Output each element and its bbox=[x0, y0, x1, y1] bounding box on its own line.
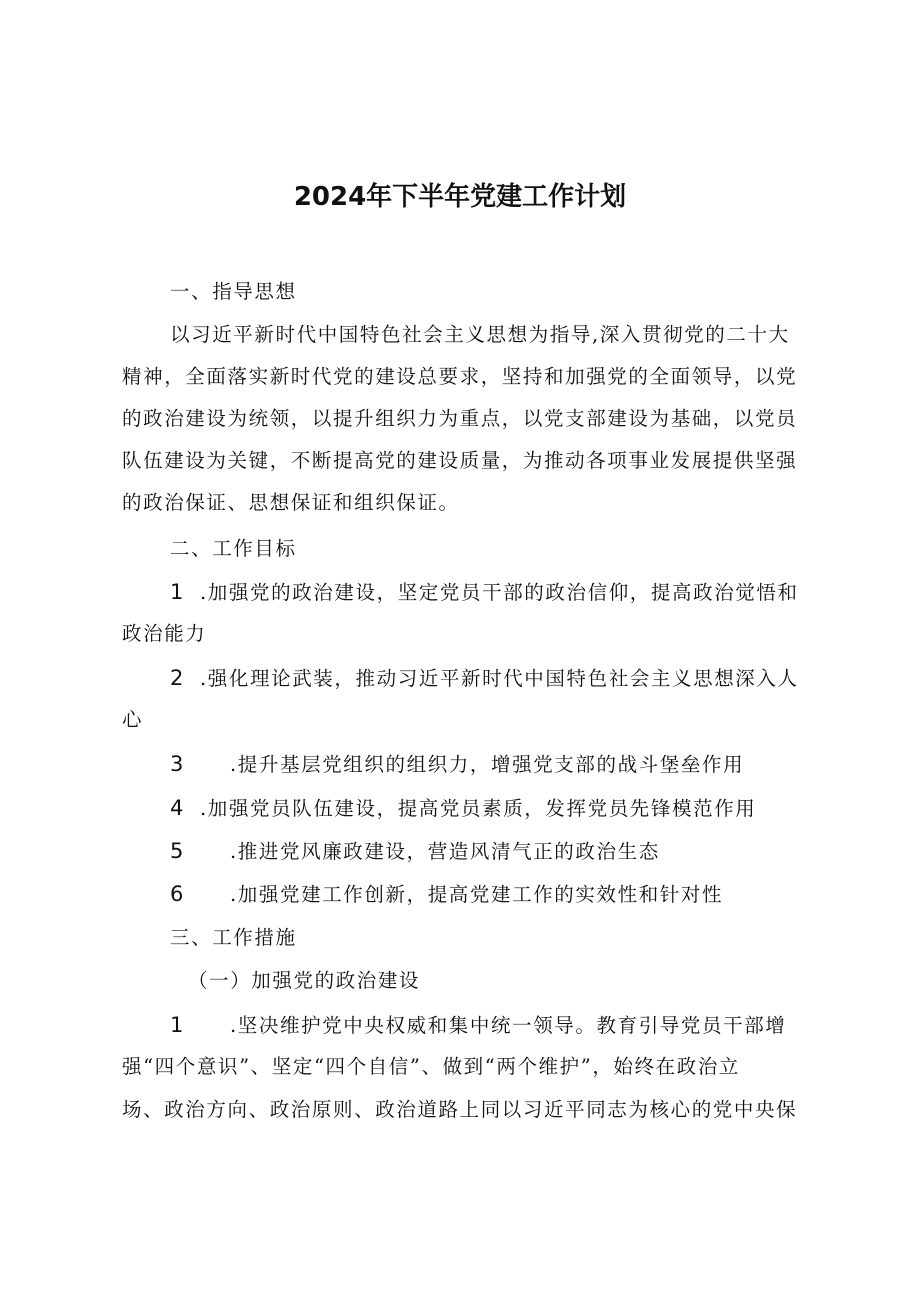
measure-number: 1 bbox=[170, 1013, 185, 1037]
goal-number: 3 bbox=[170, 752, 185, 776]
goal-text: .加强党的政治建设，坚定党员干部的政治信仰，提高政治觉悟和 bbox=[200, 581, 799, 604]
goal-number: 1 bbox=[170, 580, 185, 604]
measure-text: .坚决维护党中央权威和集中统一领导。教育引导党员干部增 bbox=[230, 1014, 787, 1037]
goal-number: 5 bbox=[170, 839, 185, 863]
document-title: 2024年下半年党建工作计划 bbox=[293, 182, 627, 212]
goal-item-3 bbox=[170, 751, 812, 778]
paragraph-line: 场、政治方向、政治原则、政治道路上同以习近平同志为核心的党中央保 bbox=[122, 1098, 798, 1121]
goal-number: 4 bbox=[170, 796, 185, 820]
section-heading-work-measures: 三、工作措施 bbox=[170, 926, 297, 949]
goal-item-5 bbox=[170, 838, 812, 865]
goal-text: .推进党风廉政建设，营造风清气正的政治生态 bbox=[230, 840, 660, 863]
paragraph-line: 强“四个意识”、坚定“四个自信”、做到“两个维护”，始终在政治立 bbox=[122, 1055, 741, 1078]
goal-text: .加强党员队伍建设，提高党员素质，发挥党员先锋模范作用 bbox=[200, 797, 757, 820]
subsection-heading: （一）加强党的政治建设 bbox=[188, 969, 421, 992]
goal-number: 6 bbox=[170, 882, 185, 906]
goal-item-2 bbox=[170, 665, 812, 692]
section-heading-work-goals: 二、工作目标 bbox=[170, 537, 297, 560]
goal-item-4 bbox=[170, 795, 812, 822]
paragraph-line: 队伍建设为关键，不断提高党的建设质量，为推动各项事业发展提供坚强 bbox=[122, 449, 798, 472]
measure-item-1 bbox=[170, 1012, 812, 1039]
goal-item-2-continued: 心 bbox=[122, 708, 144, 731]
goal-text: .加强党建工作创新，提高党建工作的实效性和针对性 bbox=[230, 883, 724, 906]
paragraph-line: 的政治保证、思想保证和组织保证。 bbox=[122, 491, 460, 514]
goal-item-6 bbox=[170, 881, 812, 908]
paragraph-line: 的政治建设为统领，以提升组织力为重点，以党支部建设为基础，以党员 bbox=[122, 407, 798, 430]
goal-item-1-continued: 政治能力 bbox=[122, 622, 207, 645]
goal-text: .强化理论武装，推动习近平新时代中国特色社会主义思想深入人 bbox=[200, 667, 799, 690]
goal-item-1 bbox=[170, 579, 812, 606]
goal-number: 2 bbox=[170, 666, 185, 690]
section-heading-guiding-ideology: 一、指导思想 bbox=[170, 280, 297, 303]
paragraph-line: 精神，全面落实新时代党的建设总要求，坚持和加强党的全面领导，以党 bbox=[122, 365, 798, 388]
paragraph-line: 以习近平新时代中国特色社会主义思想为指导,深入贯彻党的二十大 bbox=[170, 323, 790, 346]
goal-text: .提升基层党组织的组织力，增强党支部的战斗堡垒作用 bbox=[230, 753, 745, 776]
